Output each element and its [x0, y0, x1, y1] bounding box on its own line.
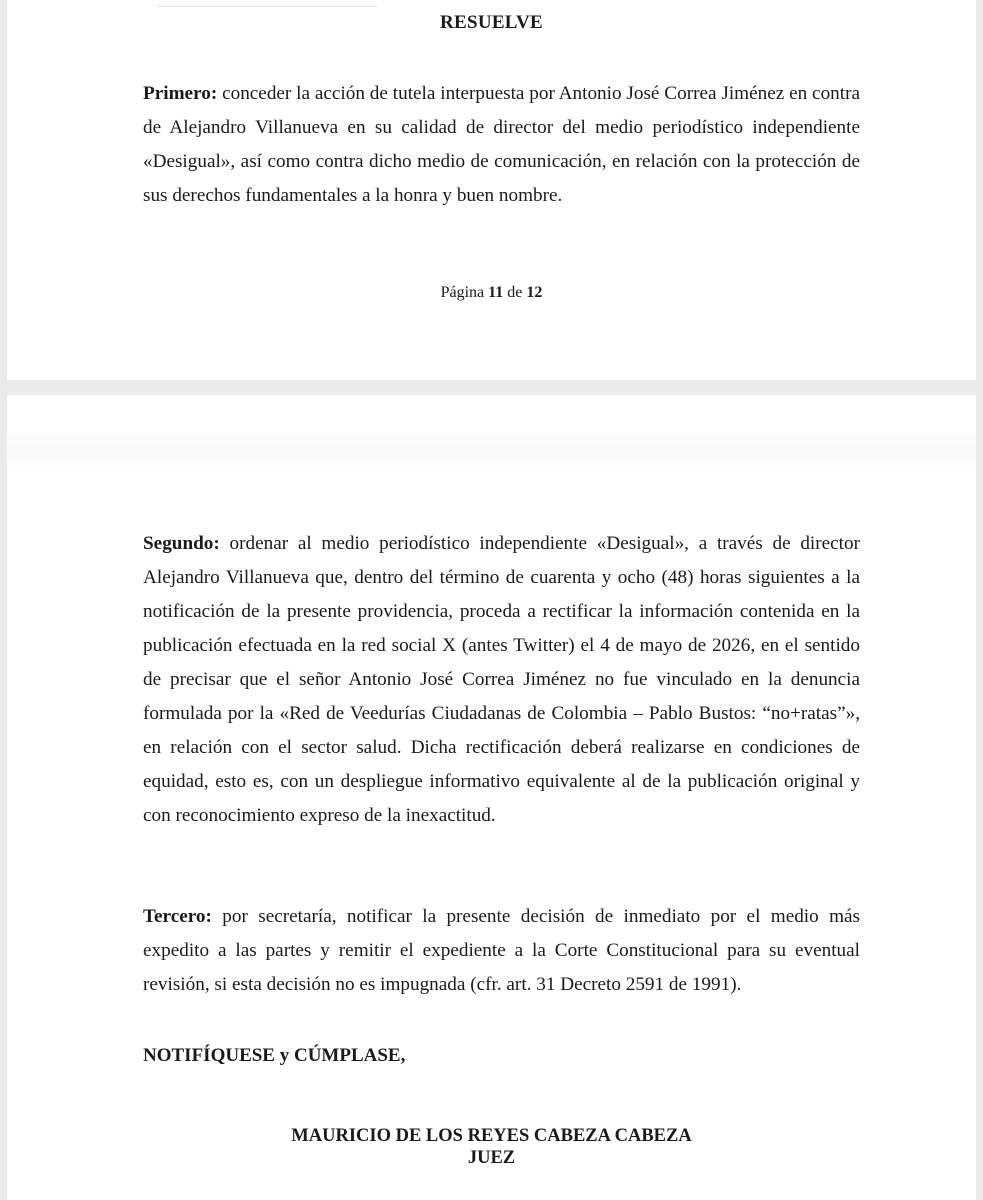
page-number-middle: de	[503, 284, 527, 301]
page-number-footer	[7, 284, 976, 302]
document-page-12	[7, 395, 976, 1200]
resuelve-heading: RESUELVE	[439, 12, 544, 33]
page-number-current: 11	[488, 284, 504, 301]
segundo-label: Segundo:	[143, 533, 220, 554]
tercero-label: Tercero:	[143, 906, 212, 927]
primero-label: Primero:	[143, 83, 218, 104]
faint-header-shadow	[7, 430, 976, 470]
primero-text: conceder la acción de tutela interpuesta por Antonio José Correa Jiménez en contra de Alejandro Villanueva en su calidad de director del medio periodístico independiente «Desigual», así como contra dicho medio de comunicación, en relación con la protección de sus derechos fundamentales a la honra y buen nombre.	[143, 83, 860, 206]
page-number-prefix: Página	[440, 284, 489, 301]
signature-block	[7, 1125, 976, 1169]
judge-name: MAURICIO DE LOS REYES CABEZA CABEZA	[291, 1126, 692, 1146]
segundo-text: ordenar al medio periodístico independiente «Desigual», a través de director Alejandro Villanueva que, dentro del término de cuarenta y ocho (48) horas siguientes a la notificación de la presente providencia, proceda a rectificar la información contenida en la publicación efectuada en la red social X (antes Twitter) el 4 de mayo de 2026, en el sentido de precisar que el señor Antonio José Correa Jiménez no fue vinculado en la denuncia formulada por la «Red de Veedurías Ciudadanas de Colombia – Pablo Bustos: “no+ratas”», en relación con el sector salud. Dicha rectificación deberá realizarse en condiciones de equidad, esto es, con un despliegue informativo equivalente al de la publicación original y con reconocimiento expreso de la inexactitud.	[143, 533, 860, 826]
judge-title: JUEZ	[467, 1148, 516, 1168]
closing-formula: NOTIFÍQUESE y CÚMPLASE,	[143, 1045, 406, 1066]
page-number-total: 12	[526, 284, 543, 301]
document-page-11	[7, 0, 976, 380]
segundo-paragraph	[143, 527, 860, 833]
primero-paragraph	[143, 77, 860, 213]
tercero-text: por secretaría, notificar la presente decisión de inmediato por el medio más expedito a las partes y remitir el expediente a la Corte Constitucional para su eventual revisión, si esta decisión no es impugnada (cfr. art. 31 Decreto 2591 de 1991).	[143, 906, 860, 995]
cropped-previous-text	[157, 0, 377, 7]
tercero-paragraph	[143, 900, 860, 1002]
